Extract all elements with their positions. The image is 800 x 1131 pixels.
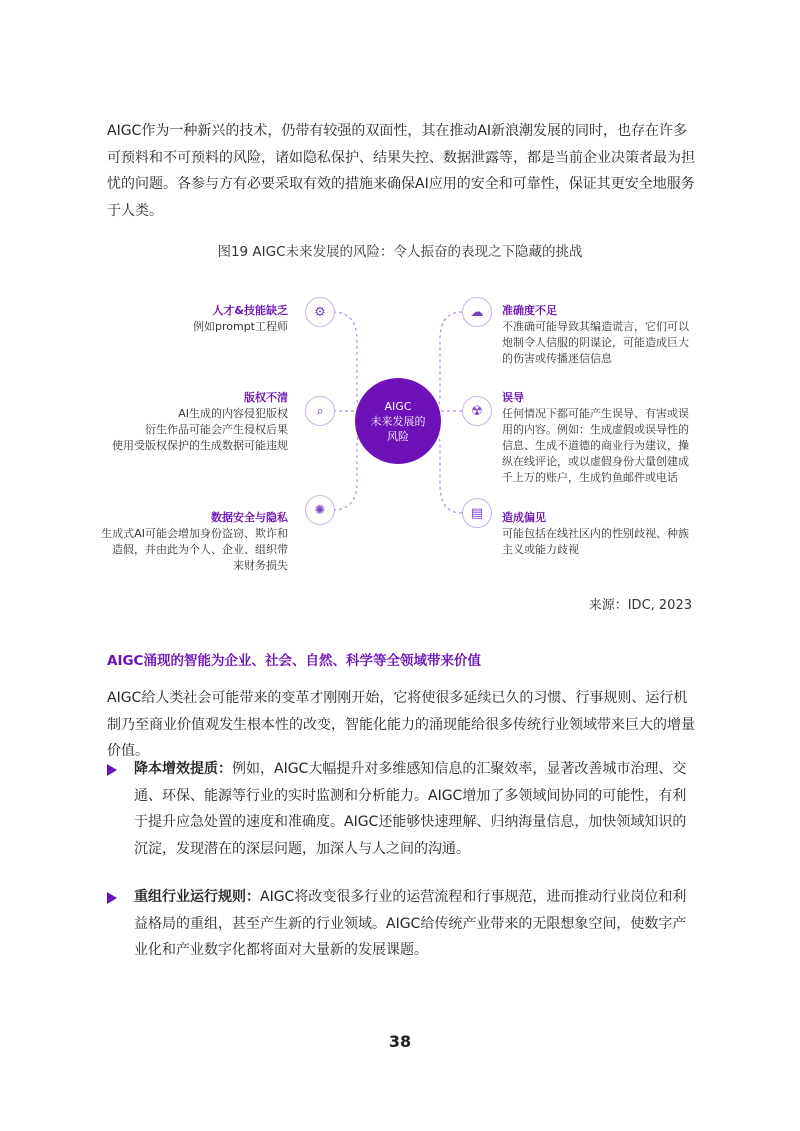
risk-data-security xyxy=(101,510,288,574)
bullet-text: AIGC将改变很多行业的运营流程和行事规范，进而推动行业岗位和利益格局的重组，甚至产生新的行业领域。AIGC给传统产业带来的无限想象空间，使数字产业化和产业数字化都将面对大量新的发展课题。 xyxy=(134,889,687,958)
risk-desc-line: 的伤害或传播迷信信息 xyxy=(502,352,612,365)
risk-title: 误导 xyxy=(502,391,524,404)
center-line-2: 未来发展的 xyxy=(370,414,426,428)
risk-talent xyxy=(193,303,288,335)
risk-title: 准确度不足 xyxy=(502,304,557,317)
risk-desc-line: 千上万的账户，生成钓鱼邮件或电话 xyxy=(502,471,678,484)
cloud-alert-icon: ☁ xyxy=(462,297,492,327)
center-line-1: AIGC xyxy=(384,399,412,413)
intro-paragraph: AIGC作为一种新兴的技术，仍带有较强的双面性，其在推动AI新浪潮发展的同时，也存在许多可预料和不可预料的风险，诸如隐私保护、结果失控、数据泄露等，都是当前企业决策者最为担忧的问题。各参与方有必要采取有效的措施来确保AI应用的安全和可靠性，保证其更安全地服务于人类。 xyxy=(107,123,695,219)
figure-title: 图19 AIGC未来发展的风险：令人振奋的表现之下隐藏的挑战 xyxy=(217,244,583,260)
triangle-bullet-icon xyxy=(107,892,117,904)
risk-desc-line: 纵在线评论，或以虚假身份大量创建成 xyxy=(502,455,689,468)
risk-desc-line: 使用受版权保护的生成数据可能违规 xyxy=(112,439,288,452)
bullet-text: 例如，AIGC大幅提升对多维感知信息的汇聚效率，显著改善城市治理、交通、环保、能源等行业的实时监测和分析能力。AIGC增加了多领域间协同的可能性，有利于提升应急处置的速度和准确度。AIGC还能够快速理解、归纳海量信息，加快领域知识的沉淀，发现潜在的深层问题，加深人与人之间的沟通。 xyxy=(134,761,687,857)
risk-title: 数据安全与隐私 xyxy=(211,511,288,524)
risk-desc-line: 来财务损失 xyxy=(233,559,288,572)
virus-icon: ✺ xyxy=(305,495,335,525)
bullet-label: 重组行业运行规则： xyxy=(134,889,260,905)
risk-desc-line: 用的内容。例如：生成虚假或误导性的 xyxy=(502,423,689,436)
risk-misleading xyxy=(502,390,689,486)
risk-desc-line: 信息、生成不道德的商业行为建议，操 xyxy=(502,439,689,452)
risk-desc-line: 任何情况下都可能产生误导、有害或误 xyxy=(502,407,689,420)
gear-icon: ⚙ xyxy=(305,297,335,327)
risk-title: 造成偏见 xyxy=(502,511,546,524)
risk-copyright xyxy=(112,390,288,454)
section-heading: AIGC涌现的智能为企业、社会、自然、科学等全领域带来价值 xyxy=(107,653,481,669)
bullet-label: 降本增效提质： xyxy=(134,761,232,777)
risk-desc-line: AI生成的内容侵犯版权 xyxy=(178,407,288,420)
risk-desc-line: 衍生作品可能会产生侵权后果 xyxy=(145,423,288,436)
triangle-bullet-icon xyxy=(107,764,117,776)
risk-desc-line: 主义或能力歧视 xyxy=(502,543,579,556)
risk-desc-line: 不准确可能导致其编造谎言，它们可以 xyxy=(502,320,689,333)
document-icon: ▤ xyxy=(462,498,492,528)
risk-desc-line: 生成式AI可能会增加身份盗窃、欺诈和 xyxy=(101,527,288,540)
risk-desc-line: 造假，并由此为个人、企业、组织带 xyxy=(112,543,288,556)
risk-accuracy xyxy=(502,303,689,367)
figure-source: 来源：IDC, 2023 xyxy=(588,598,692,613)
risk-desc-line: 可能包括在线社区内的性别歧视、种族 xyxy=(502,527,689,540)
risk-title: 人才&技能缺乏 xyxy=(212,304,288,317)
center-circle xyxy=(355,378,441,464)
magnifier-globe-icon: ⌕ xyxy=(305,396,335,426)
bullet-item xyxy=(107,756,697,862)
page-number: 38 xyxy=(388,1032,412,1051)
bullet-item xyxy=(107,884,697,964)
risk-diagram xyxy=(0,285,800,585)
risk-title: 版权不清 xyxy=(244,391,288,404)
brain-alert-icon: ☢ xyxy=(462,396,492,426)
body-paragraph: AIGC给人类社会可能带来的变革才刚刚开始，它将使很多延续已久的习惯、行事规则、运行机制乃至商业价值观发生根本性的改变，智能化能力的涌现能给很多传统行业领域带来巨大的增量价值。 xyxy=(107,690,695,759)
risk-bias xyxy=(502,510,689,558)
risk-desc-line: 炮制令人信服的阴谋论，可能造成巨大 xyxy=(502,336,689,349)
risk-desc-line: 例如prompt工程师 xyxy=(192,320,288,333)
center-line-3: 风险 xyxy=(387,429,409,443)
